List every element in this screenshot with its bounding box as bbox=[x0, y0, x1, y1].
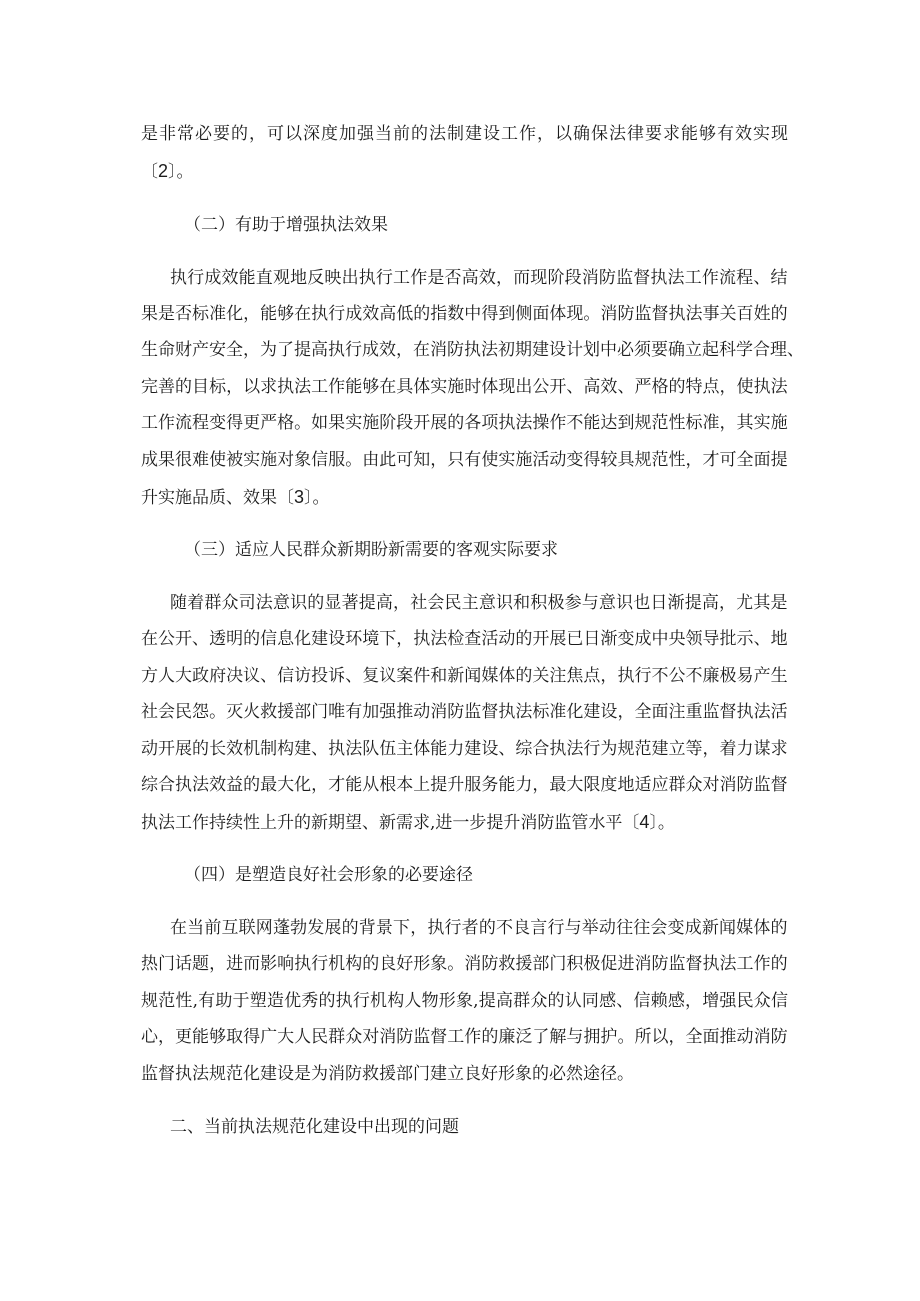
text-run: 执法工作持续性上升的新期望、新需求,进一步提升消防监管水平〔 bbox=[141, 813, 640, 833]
citation-bracket: 〕。 bbox=[649, 813, 675, 833]
paragraph-line: 是 非 常 必 要 的 ， 可 以 深 度 加 强 当 前 的 法 制 建 设 工 作 ， 以 确 保 法 律 要 求 能 够 有 效 实 现 bbox=[141, 124, 788, 144]
paragraph-line: 动 开 展 的 长 效 机 制 构 建 、 执 法 队 伍 主 体 能 力 建 设 、 综 合 执 法 行 为 规 范 建 立 等 ， 着 力 谋 求 bbox=[141, 739, 788, 759]
paragraph-line: 社 会 民 怨 。 灭 火 救 援 部 门 唯 有 加 强 推 动 消 防 监 督 执 法 标 准 化 建 设 ， 全 面 注 重 监 督 执 法 活 bbox=[141, 702, 788, 722]
citation-bracket: 〕。 bbox=[168, 162, 194, 182]
paragraph-line: 在 公 开 、 透 明 的 信 息 化 建 设 环 境 下 ， 执 法 检 查 活 动 的 开 展 已 日 渐 变 成 中 央 领 导 批 示 、 地 bbox=[141, 629, 788, 649]
citation-number: 2 bbox=[158, 161, 169, 181]
paragraph-line: 工 作 流 程 变 得 更 严 格 。 如 果 实 施 阶 段 开 展 的 各 项 执 法 操 作 不 能 达 到 规 范 性 标 准 ， 其 实 施 bbox=[141, 413, 788, 433]
section-heading: （四）是塑造良好社会形象的必要途径 bbox=[184, 865, 473, 885]
paragraph-line bbox=[141, 486, 330, 509]
chapter-heading: 二、当前执法规范化建设中出现的问题 bbox=[170, 1117, 459, 1137]
citation-bracket: 〔 bbox=[141, 162, 158, 182]
citation-number: 3 bbox=[294, 487, 305, 507]
text-run: 升实施品质、效果〔 bbox=[141, 488, 294, 508]
section-heading: （三）适应人民群众新期盼新需要的客观实际要求 bbox=[184, 540, 558, 560]
paragraph-line: 完 善 的 目 标 ， 以 求 执 法 工 作 能 够 在 具 体 实 施 时 体 现 出 公 开 、 高 效 、 严 格 的 特 点 ， 使 执 法 bbox=[141, 377, 788, 397]
paragraph-line: 成 果 很 难 使 被 实 施 对 象 信 服 。 由 此 可 知 ， 只 有 使 实 施 活 动 变 得 较 具 规 范 性 ， 才 可 全 面 提 bbox=[141, 450, 788, 470]
paragraph-line bbox=[141, 160, 194, 183]
paragraph-line: 执 行 成 效 能 直 观 地 反 映 出 执 行 工 作 是 否 高 效 ， 而 现 阶 段 消 防 监 督 执 法 工 作 流 程 、 结 bbox=[170, 268, 788, 288]
paragraph-line: 监督执法规范化建设是为消防救援部门建立良好形象的必然途径。 bbox=[141, 1064, 634, 1084]
citation-bracket: 〕。 bbox=[304, 488, 330, 508]
paragraph-line: 综 合 执 法 效 益 的 最 大 化 ， 才 能 从 根 本 上 提 升 服 务 能 力 ， 最 大 限 度 地 适 应 群 众 对 消 防 监 督 bbox=[141, 775, 788, 795]
citation-number: 4 bbox=[639, 812, 650, 832]
paragraph-line: 生 命 财 产 安 全 ， 为 了 提 高 执 行 成 效 ， 在 消 防 执 法 初 期 建 设 计 划 中 必 须 要 确 立 起 科 学 合 理 、 bbox=[141, 340, 804, 360]
paragraph-line: 心 ， 更 能 够 取 得 广 大 人 民 群 众 对 消 防 监 督 工 作 的 廉 泛 了 解 与 拥 护 。 所 以 ， 全 面 推 动 消 防 bbox=[141, 1027, 788, 1047]
paragraph-line: 规 范 性 , 有 助 于 塑 造 优 秀 的 执 行 机 构 人 物 形 象 , 提 高 群 众 的 认 同 感 、 信 赖 感 ， 增 强 民 众 信 bbox=[141, 991, 788, 1011]
paragraph-line: 在 当 前 互 联 网 蓬 勃 发 展 的 背 景 下 ， 执 行 者 的 不 良 言 行 与 举 动 往 往 会 变 成 新 闻 媒 体 的 bbox=[170, 918, 788, 938]
paragraph-line: 随 着 群 众 司 法 意 识 的 显 著 提 高 ， 社 会 民 主 意 识 和 积 极 参 与 意 识 也 日 渐 提 高 ， 尤 其 是 bbox=[170, 593, 788, 613]
paragraph-line: 方 人 大 政 府 决 议 、 信 访 投 诉 、 复 议 案 件 和 新 闻 媒 体 的 关 注 焦 点 ， 执 行 不 公 不 廉 极 易 产 生 bbox=[141, 666, 788, 686]
paragraph-line bbox=[141, 811, 675, 834]
paragraph-line: 果 是 否 标 准 化 ， 能 够 在 执 行 成 效 高 低 的 指 数 中 得 到 侧 面 体 现 。 消 防 监 督 执 法 事 关 百 姓 的 bbox=[141, 304, 788, 324]
paragraph-line: 热 门 话 题 ， 进 而 影 响 执 行 机 构 的 良 好 形 象 。 消 防 救 援 部 门 积 极 促 进 消 防 监 督 执 法 工 作 的 bbox=[141, 954, 788, 974]
section-heading: （二）有助于增强执法效果 bbox=[184, 215, 388, 235]
